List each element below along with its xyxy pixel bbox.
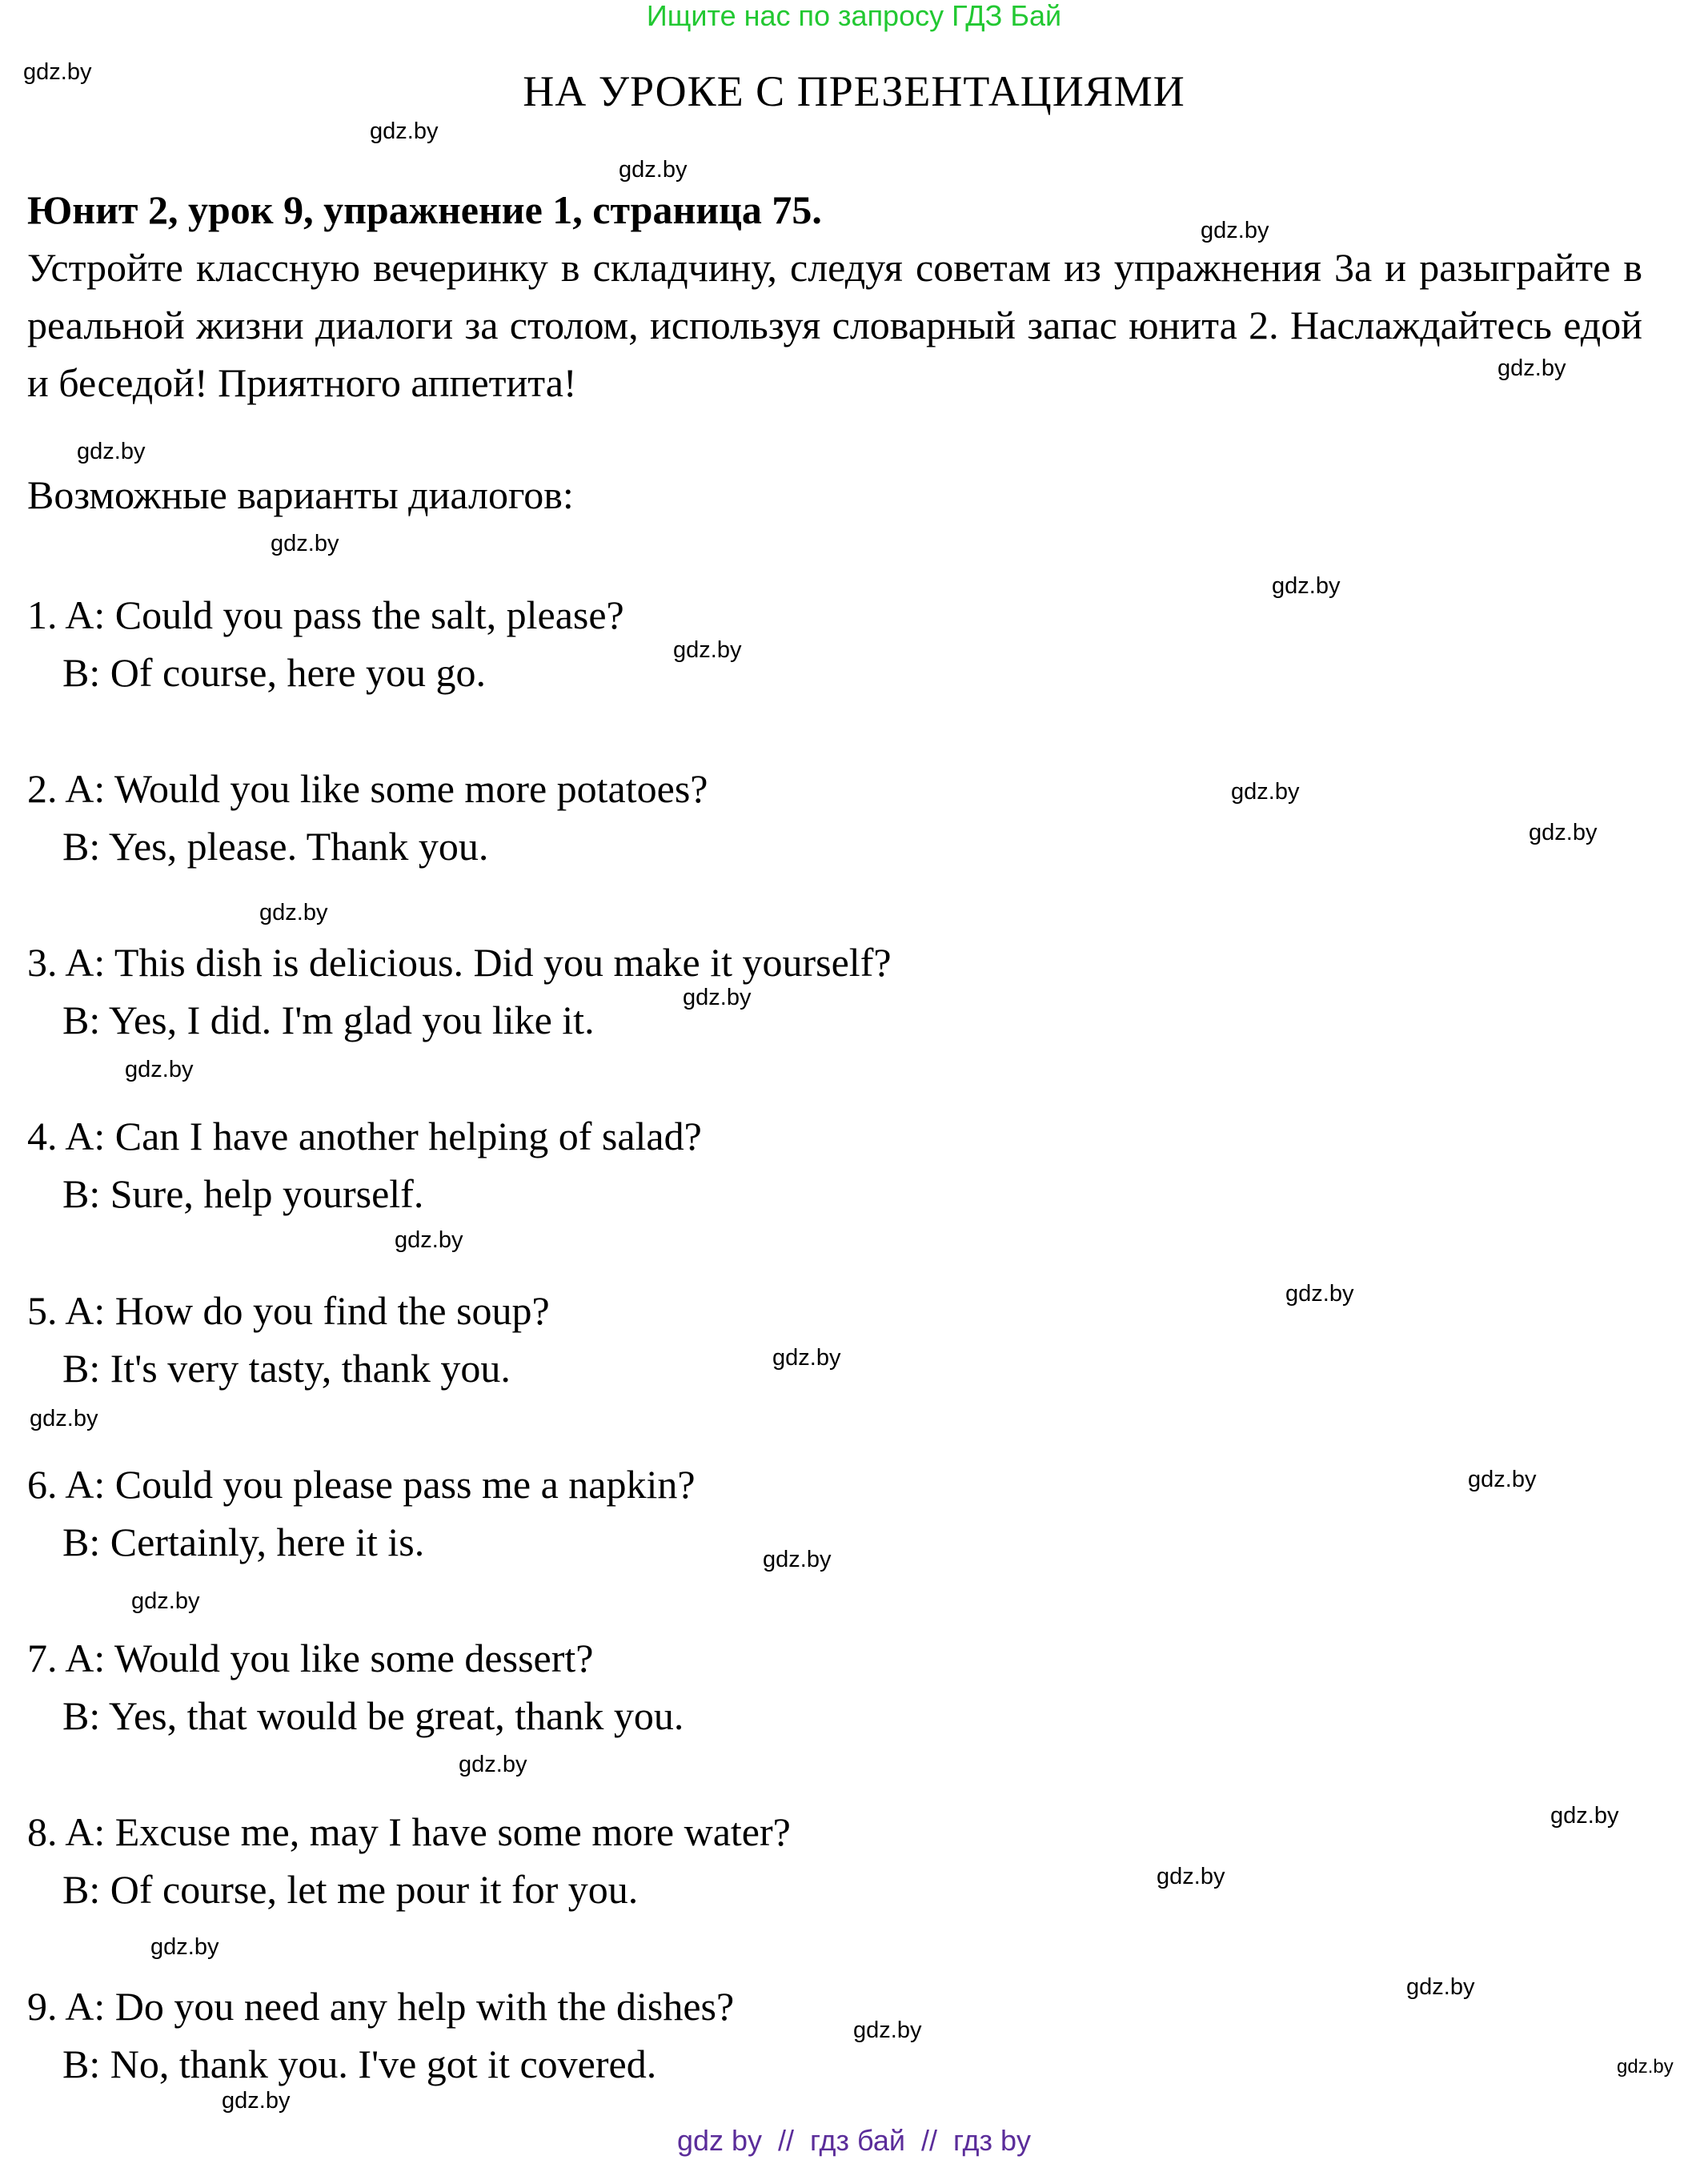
page-title: НА УРОКЕ С ПРЕЗЕНТАЦИЯМИ <box>523 67 1185 115</box>
task-text: Устройте классную вечеринку в складчину, следуя советам из упражнения 3a и разыграйте в реальной жизни диалоги за столом, используя словарный запас юнита 2. Наслаждайтесь едой и беседой! Приятного аппетита! <box>27 245 1642 405</box>
watermark: gdz.by <box>1468 1467 1537 1492</box>
dialog-line-a: 7. A: Would you like some dessert? <box>27 1636 594 1680</box>
watermark: gdz.by <box>259 900 328 925</box>
dialog-line-b: B: Sure, help yourself. <box>62 1171 424 1216</box>
dialog-5 <box>27 1282 550 1397</box>
watermark: gdz.by <box>131 1588 200 1614</box>
dialog-line-a: 3. A: This dish is delicious. Did you make it yourself? <box>27 940 892 985</box>
dialog-line-a: 8. A: Excuse me, may I have some more water? <box>27 1809 791 1854</box>
task-heading: Юнит 2, урок 9, упражнение 1, страница 75. <box>27 187 822 232</box>
dialog-line-b: B: Yes, please. Thank you. <box>62 824 489 869</box>
dialog-line-b: B: Of course, let me pour it for you. <box>62 1867 639 1912</box>
dialog-8 <box>27 1803 791 1918</box>
watermark: gdz.by <box>370 118 439 144</box>
watermark: gdz.by <box>1617 2056 1674 2078</box>
footer-links: gdz by // гдз бай // гдз by <box>676 2124 1032 2157</box>
watermark: gdz.by <box>1498 355 1566 381</box>
dialog-6 <box>27 1455 696 1571</box>
watermark: gdz.by <box>1201 218 1269 243</box>
dialog-line-b: B: Of course, here you go. <box>62 650 487 695</box>
search-banner: Ищите нас по запросу ГДЗ Бай <box>646 0 1062 32</box>
watermark: gdz.by <box>1272 573 1341 599</box>
watermark: gdz.by <box>222 2088 291 2114</box>
dialog-line-a: 2. A: Would you like some more potatoes? <box>27 766 708 811</box>
dialog-line-b: B: It's very tasty, thank you. <box>62 1346 511 1391</box>
watermark: gdz.by <box>1406 1974 1475 2000</box>
watermark: gdz.by <box>459 1752 527 1777</box>
variants-label: Возможные варианты диалогов: <box>27 472 574 517</box>
watermark: gdz.by <box>125 1057 194 1082</box>
watermark: gdz.by <box>683 985 752 1010</box>
watermark: gdz.by <box>1157 1864 1225 1889</box>
dialog-line-b: B: Certainly, here it is. <box>62 1520 425 1564</box>
watermark: gdz.by <box>1550 1803 1619 1829</box>
dialog-line-b: B: Yes, that would be great, thank you. <box>62 1693 684 1738</box>
dialog-9 <box>27 1977 734 2093</box>
watermark: gdz.by <box>619 157 688 183</box>
watermark: gdz.by <box>763 1547 832 1572</box>
watermark: gdz.by <box>1529 820 1598 845</box>
watermark: gdz.by <box>1231 779 1300 805</box>
watermark: gdz.by <box>853 2017 922 2043</box>
dialog-line-b: B: Yes, I did. I'm glad you like it. <box>62 998 595 1042</box>
watermark: gdz.by <box>1285 1281 1354 1307</box>
dialog-line-a: 6. A: Could you please pass me a napkin? <box>27 1462 696 1507</box>
watermark: gdz.by <box>77 439 146 464</box>
dialog-line-b: B: No, thank you. I've got it covered. <box>62 2042 657 2086</box>
dialog-line-a: 4. A: Can I have another helping of salad? <box>27 1114 702 1158</box>
dialog-line-a: 5. A: How do you find the soup? <box>27 1288 550 1333</box>
dialog-line-a: 9. A: Do you need any help with the dishes? <box>27 1984 735 2029</box>
watermark: gdz.by <box>271 531 339 556</box>
dialog-line-a: 1. A: Could you pass the salt, please? <box>27 592 624 637</box>
dialog-1 <box>27 586 624 701</box>
watermark: gdz.by <box>23 59 92 85</box>
dialog-7 <box>27 1629 684 1744</box>
dialog-3 <box>27 933 892 1049</box>
dialog-2 <box>27 760 708 875</box>
watermark: gdz.by <box>150 1934 219 1960</box>
watermark: gdz.by <box>673 637 742 663</box>
dialog-4 <box>27 1107 702 1223</box>
watermark: gdz.by <box>30 1406 98 1431</box>
watermark: gdz.by <box>772 1345 841 1371</box>
watermark: gdz.by <box>395 1227 463 1253</box>
